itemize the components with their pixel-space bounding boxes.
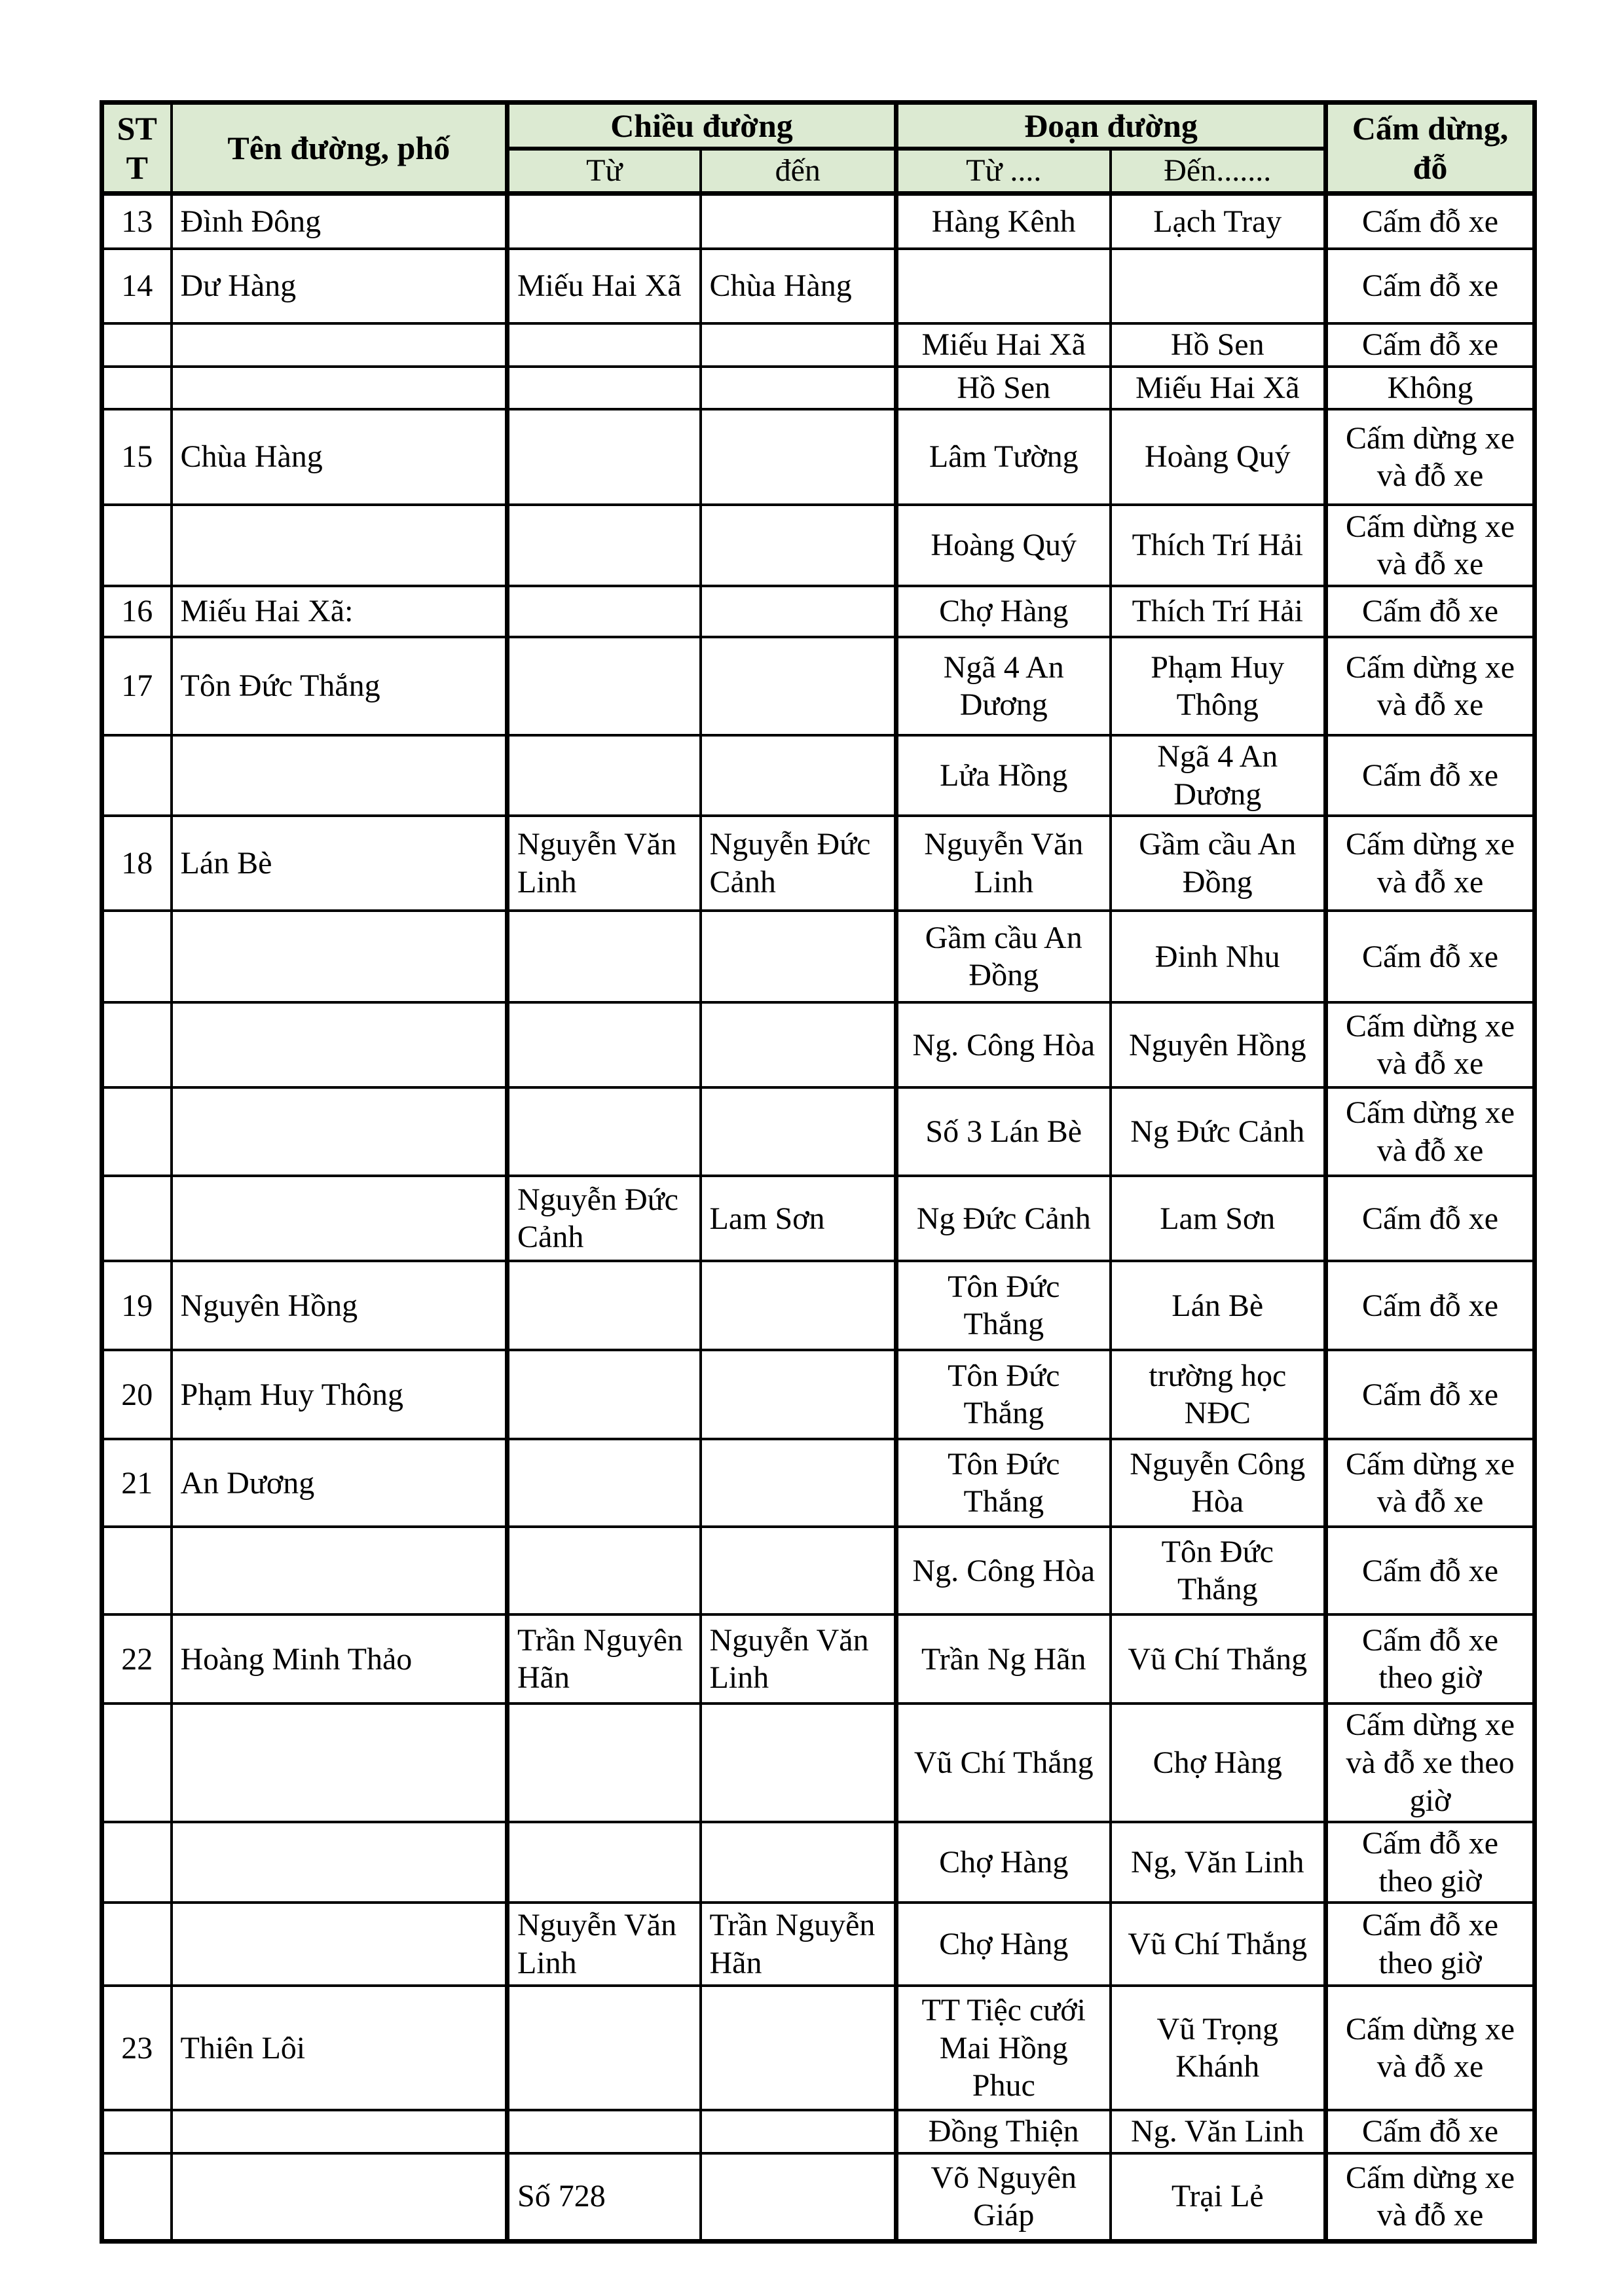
cell-direction-to <box>701 1261 896 1350</box>
cell-restriction: Cấm dừng xe và đỗ xe <box>1326 637 1535 735</box>
table-row <box>102 409 1535 505</box>
table-row <box>102 735 1535 816</box>
cell-stt: 20 <box>102 1350 172 1439</box>
cell-stt <box>102 505 172 586</box>
cell-direction-from <box>507 505 701 586</box>
cell-direction-from <box>507 1986 701 2110</box>
cell-segment-to: trường học NĐC <box>1111 1350 1326 1439</box>
table-row <box>102 1002 1535 1087</box>
cell-street-name <box>172 1087 507 1176</box>
cell-segment-to: Nguyên Hồng <box>1111 1002 1326 1087</box>
cell-street-name <box>172 1527 507 1614</box>
cell-direction-from: Số 728 <box>507 2153 701 2241</box>
cell-segment-to: Thích Trí Hải <box>1111 505 1326 586</box>
cell-segment-to: Hồ Sen <box>1111 323 1326 367</box>
cell-stt <box>102 735 172 816</box>
cell-segment-to: Đinh Nhu <box>1111 911 1326 1002</box>
cell-segment-to: Lạch Tray <box>1111 193 1326 249</box>
cell-direction-from: Nguyễn Văn Linh <box>507 816 701 911</box>
cell-segment-from: Chợ Hàng <box>896 1822 1111 1903</box>
parking-restriction-table <box>100 100 1537 2244</box>
cell-direction-from <box>507 1527 701 1614</box>
cell-segment-from: Gầm cầu An Đồng <box>896 911 1111 1002</box>
cell-segment-to: Chợ Hàng <box>1111 1704 1326 1822</box>
header-segment-group: Đoạn đường <box>896 103 1326 149</box>
table-row <box>102 2153 1535 2241</box>
cell-segment-to: Gầm cầu An Đồng <box>1111 816 1326 911</box>
table-row <box>102 1350 1535 1439</box>
cell-segment-from: Nguyễn Văn Linh <box>896 816 1111 911</box>
cell-segment-from: Lửa Hồng <box>896 735 1111 816</box>
cell-direction-from <box>507 1439 701 1527</box>
cell-street-name: An Dương <box>172 1439 507 1527</box>
cell-segment-from: Số 3 Lán Bè <box>896 1087 1111 1176</box>
cell-stt <box>102 1087 172 1176</box>
header-direction-to: đến <box>701 149 896 193</box>
cell-restriction: Cấm dừng xe và đỗ xe <box>1326 816 1535 911</box>
cell-restriction: Cấm đỗ xe <box>1326 249 1535 323</box>
cell-restriction: Cấm dừng xe và đỗ xe <box>1326 1986 1535 2110</box>
cell-segment-from: TT Tiệc cưới Mai Hồng Phuc <box>896 1986 1111 2110</box>
cell-direction-from: Nguyễn Đức Cảnh <box>507 1176 701 1261</box>
cell-direction-to <box>701 1350 896 1439</box>
table-row <box>102 505 1535 586</box>
cell-segment-from: Chợ Hàng <box>896 1903 1111 1986</box>
cell-direction-from <box>507 911 701 1002</box>
cell-segment-from: Hoàng Quý <box>896 505 1111 586</box>
cell-restriction: Cấm đỗ xe theo giờ <box>1326 1822 1535 1903</box>
cell-restriction: Cấm đỗ xe <box>1326 1261 1535 1350</box>
table-row <box>102 911 1535 1002</box>
cell-street-name: Phạm Huy Thông <box>172 1350 507 1439</box>
cell-restriction: Cấm dừng xe và đỗ xe <box>1326 2153 1535 2241</box>
cell-segment-to: Hoàng Quý <box>1111 409 1326 505</box>
header-direction-group: Chiều đường <box>507 103 896 149</box>
header-street-name: Tên đường, phố <box>172 103 507 194</box>
table-row <box>102 1439 1535 1527</box>
table-row <box>102 1986 1535 2110</box>
cell-restriction: Cấm dừng xe và đỗ xe <box>1326 1002 1535 1087</box>
cell-restriction: Cấm dừng xe và đỗ xe <box>1326 1439 1535 1527</box>
cell-direction-to: Nguyễn Văn Linh <box>701 1614 896 1704</box>
cell-stt: 14 <box>102 249 172 323</box>
cell-segment-from: Ngã 4 An Dương <box>896 637 1111 735</box>
cell-direction-from <box>507 1704 701 1822</box>
cell-direction-to: Trần Nguyễn Hãn <box>701 1903 896 1986</box>
cell-direction-from <box>507 1822 701 1903</box>
cell-stt: 17 <box>102 637 172 735</box>
cell-stt <box>102 2110 172 2153</box>
cell-restriction: Cấm đỗ xe theo giờ <box>1326 1614 1535 1704</box>
cell-restriction: Cấm đỗ xe <box>1326 586 1535 637</box>
cell-segment-from: Hàng Kênh <box>896 193 1111 249</box>
cell-stt: 23 <box>102 1986 172 2110</box>
cell-street-name <box>172 367 507 410</box>
cell-stt <box>102 1822 172 1903</box>
cell-stt <box>102 1002 172 1087</box>
cell-street-name <box>172 1903 507 1986</box>
table-row <box>102 1704 1535 1822</box>
cell-direction-to <box>701 1439 896 1527</box>
cell-direction-to <box>701 505 896 586</box>
cell-stt <box>102 2153 172 2241</box>
cell-segment-to: Ngã 4 An Dương <box>1111 735 1326 816</box>
cell-street-name: Tôn Đức Thắng <box>172 637 507 735</box>
cell-restriction: Cấm dừng xe và đỗ xe <box>1326 1087 1535 1176</box>
table-body <box>102 193 1535 2241</box>
cell-stt <box>102 911 172 1002</box>
cell-direction-from <box>507 735 701 816</box>
cell-segment-from: Trần Ng Hãn <box>896 1614 1111 1704</box>
cell-restriction: Cấm dừng xe và đỗ xe theo giờ <box>1326 1704 1535 1822</box>
cell-restriction: Cấm đỗ xe <box>1326 323 1535 367</box>
cell-street-name <box>172 323 507 367</box>
cell-segment-to: Miếu Hai Xã <box>1111 367 1326 410</box>
table-header <box>102 103 1535 194</box>
cell-segment-from: Võ Nguyên Giáp <box>896 2153 1111 2241</box>
cell-direction-to <box>701 2110 896 2153</box>
cell-segment-from: Lâm Tường <box>896 409 1111 505</box>
cell-restriction: Cấm đỗ xe <box>1326 1176 1535 1261</box>
cell-direction-to <box>701 637 896 735</box>
cell-direction-from <box>507 2110 701 2153</box>
cell-segment-from: Ng. Công Hòa <box>896 1527 1111 1614</box>
table-row <box>102 367 1535 410</box>
cell-segment-to: Vũ Trọng Khánh <box>1111 1986 1326 2110</box>
table-row <box>102 1176 1535 1261</box>
table-row <box>102 1261 1535 1350</box>
cell-segment-to: Ng. Văn Linh <box>1111 2110 1326 2153</box>
cell-street-name: Hoàng Minh Thảo <box>172 1614 507 1704</box>
cell-restriction: Cấm dừng xe và đỗ xe <box>1326 505 1535 586</box>
table-row <box>102 1527 1535 1614</box>
cell-segment-to: Vũ Chí Thắng <box>1111 1903 1326 1986</box>
table-row <box>102 1087 1535 1176</box>
cell-street-name: Chùa Hàng <box>172 409 507 505</box>
cell-segment-to: Ng Đức Cảnh <box>1111 1087 1326 1176</box>
cell-street-name <box>172 2110 507 2153</box>
cell-street-name <box>172 911 507 1002</box>
cell-segment-from: Tôn Đức Thắng <box>896 1261 1111 1350</box>
cell-street-name: Nguyên Hồng <box>172 1261 507 1350</box>
cell-segment-from: Miếu Hai Xã <box>896 323 1111 367</box>
table-row <box>102 1614 1535 1704</box>
cell-segment-from: Ng Đức Cảnh <box>896 1176 1111 1261</box>
cell-direction-from <box>507 1002 701 1087</box>
cell-segment-from: Tôn Đức Thắng <box>896 1439 1111 1527</box>
cell-restriction: Cấm đỗ xe <box>1326 911 1535 1002</box>
cell-segment-to: Ng, Văn Linh <box>1111 1822 1326 1903</box>
header-segment-from: Từ .... <box>896 149 1111 193</box>
cell-direction-to <box>701 911 896 1002</box>
cell-segment-from <box>896 249 1111 323</box>
cell-direction-to <box>701 1527 896 1614</box>
cell-segment-from: Chợ Hàng <box>896 586 1111 637</box>
cell-segment-to: Thích Trí Hải <box>1111 586 1326 637</box>
cell-restriction: Cấm đỗ xe <box>1326 1350 1535 1439</box>
cell-direction-to <box>701 1986 896 2110</box>
cell-stt: 22 <box>102 1614 172 1704</box>
cell-direction-from <box>507 367 701 410</box>
cell-direction-to <box>701 323 896 367</box>
cell-street-name: Đình Đông <box>172 193 507 249</box>
cell-restriction: Không <box>1326 367 1535 410</box>
cell-direction-to <box>701 1002 896 1087</box>
cell-stt <box>102 1176 172 1261</box>
cell-stt <box>102 1527 172 1614</box>
cell-restriction: Cấm đỗ xe <box>1326 2110 1535 2153</box>
header-restriction: Cấm dừng, đỗ <box>1326 103 1535 194</box>
cell-segment-to: Phạm Huy Thông <box>1111 637 1326 735</box>
cell-direction-to <box>701 735 896 816</box>
cell-direction-to <box>701 367 896 410</box>
header-row-groups <box>102 103 1535 149</box>
table-row <box>102 816 1535 911</box>
cell-direction-from <box>507 193 701 249</box>
cell-restriction: Cấm đỗ xe <box>1326 193 1535 249</box>
cell-direction-from: Trần Nguyên Hãn <box>507 1614 701 1704</box>
cell-segment-from: Vũ Chí Thắng <box>896 1704 1111 1822</box>
table-row <box>102 193 1535 249</box>
cell-direction-from <box>507 1261 701 1350</box>
cell-direction-from: Nguyễn Văn Linh <box>507 1903 701 1986</box>
cell-direction-to <box>701 1822 896 1903</box>
cell-direction-to: Lam Sơn <box>701 1176 896 1261</box>
header-direction-from: Từ <box>507 149 701 193</box>
cell-restriction: Cấm đỗ xe <box>1326 735 1535 816</box>
table-row <box>102 637 1535 735</box>
cell-stt: 15 <box>102 409 172 505</box>
cell-stt <box>102 1704 172 1822</box>
cell-direction-to: Chùa Hàng <box>701 249 896 323</box>
header-stt: STT <box>102 103 172 194</box>
cell-stt <box>102 367 172 410</box>
cell-segment-to <box>1111 249 1326 323</box>
cell-restriction: Cấm dừng xe và đỗ xe <box>1326 409 1535 505</box>
table-row <box>102 1822 1535 1903</box>
cell-segment-from: Tôn Đức Thắng <box>896 1350 1111 1439</box>
table-row <box>102 249 1535 323</box>
cell-direction-from <box>507 323 701 367</box>
cell-direction-to: Nguyễn Đức Cảnh <box>701 816 896 911</box>
cell-stt: 18 <box>102 816 172 911</box>
table-row <box>102 323 1535 367</box>
cell-street-name: Miếu Hai Xã: <box>172 586 507 637</box>
cell-street-name <box>172 735 507 816</box>
cell-segment-from: Hồ Sen <box>896 367 1111 410</box>
cell-direction-to <box>701 1087 896 1176</box>
cell-street-name <box>172 1822 507 1903</box>
cell-stt: 16 <box>102 586 172 637</box>
cell-segment-from: Ng. Công Hòa <box>896 1002 1111 1087</box>
cell-street-name: Thiên Lôi <box>172 1986 507 2110</box>
cell-direction-to <box>701 586 896 637</box>
cell-stt <box>102 1903 172 1986</box>
cell-direction-to <box>701 193 896 249</box>
cell-street-name <box>172 1176 507 1261</box>
cell-direction-to <box>701 2153 896 2241</box>
cell-segment-to: Vũ Chí Thắng <box>1111 1614 1326 1704</box>
cell-street-name <box>172 1704 507 1822</box>
cell-street-name <box>172 2153 507 2241</box>
cell-direction-to <box>701 1704 896 1822</box>
cell-direction-to <box>701 409 896 505</box>
cell-direction-from <box>507 1087 701 1176</box>
cell-segment-to: Nguyễn Công Hòa <box>1111 1439 1326 1527</box>
cell-stt: 21 <box>102 1439 172 1527</box>
cell-segment-from: Đồng Thiện <box>896 2110 1111 2153</box>
header-segment-to: Đến....... <box>1111 149 1326 193</box>
cell-direction-from <box>507 1350 701 1439</box>
cell-restriction: Cấm đỗ xe <box>1326 1527 1535 1614</box>
cell-street-name <box>172 505 507 586</box>
cell-direction-from <box>507 586 701 637</box>
cell-restriction: Cấm đỗ xe theo giờ <box>1326 1903 1535 1986</box>
cell-segment-to: Lam Sơn <box>1111 1176 1326 1261</box>
cell-street-name <box>172 1002 507 1087</box>
cell-street-name: Dư Hàng <box>172 249 507 323</box>
cell-street-name: Lán Bè <box>172 816 507 911</box>
cell-stt <box>102 323 172 367</box>
cell-direction-from <box>507 637 701 735</box>
cell-stt: 13 <box>102 193 172 249</box>
table-row <box>102 586 1535 637</box>
cell-direction-from: Miếu Hai Xã <box>507 249 701 323</box>
cell-segment-to: Trại Lẻ <box>1111 2153 1326 2241</box>
cell-stt: 19 <box>102 1261 172 1350</box>
table-row <box>102 1903 1535 1986</box>
cell-segment-to: Tôn Đức Thắng <box>1111 1527 1326 1614</box>
table-row <box>102 2110 1535 2153</box>
cell-direction-from <box>507 409 701 505</box>
cell-segment-to: Lán Bè <box>1111 1261 1326 1350</box>
